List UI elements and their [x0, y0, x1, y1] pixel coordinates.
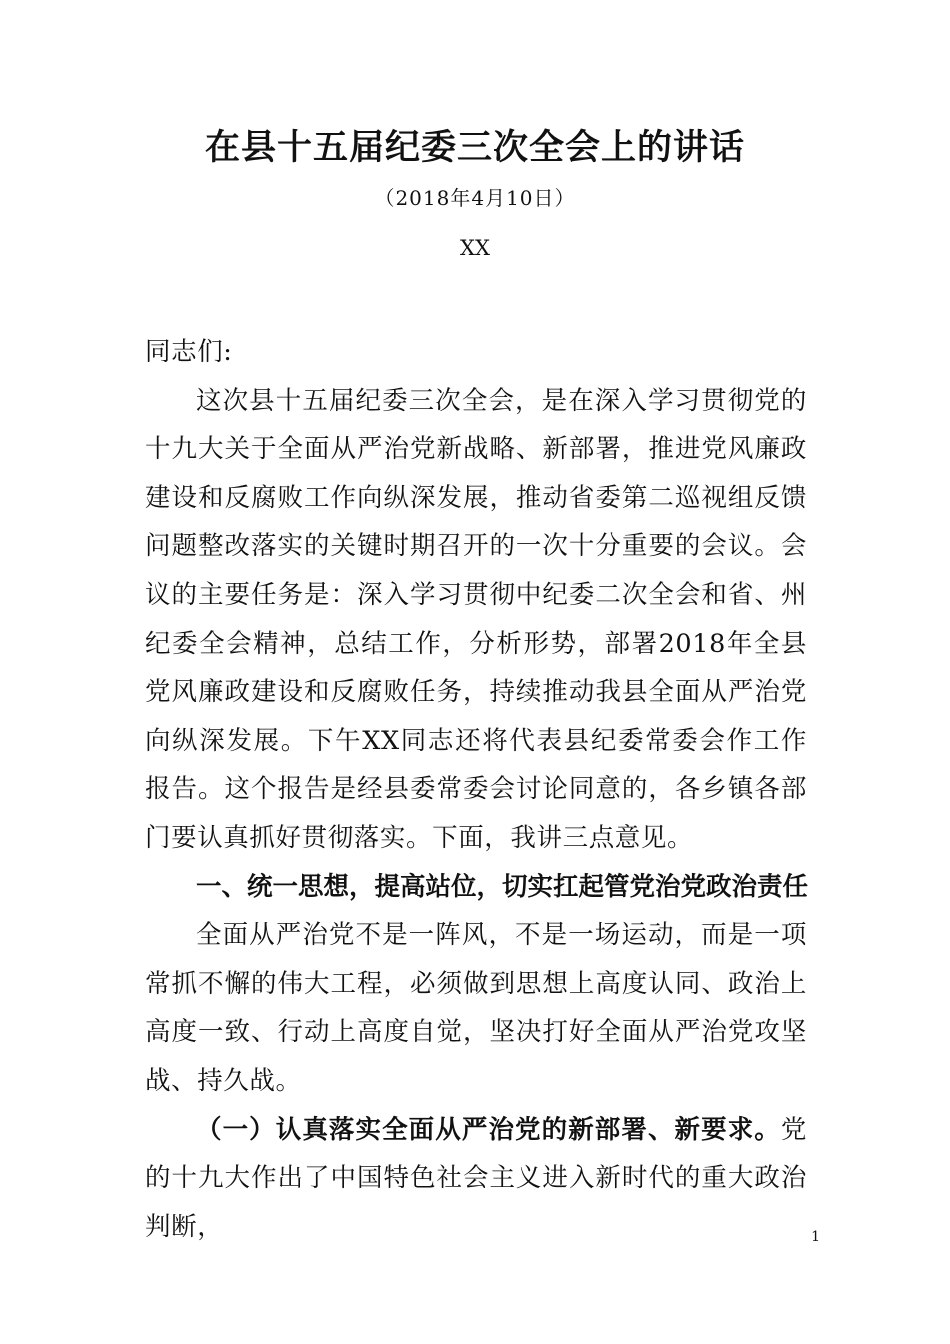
- paragraph-text: 党的十九大作出了中国特色社会主义进入新时代的重大政治判断，: [145, 1114, 807, 1242]
- document-author: XX: [460, 236, 490, 260]
- subsection-heading: （一）认真落实全面从严治党的新部署、新要求。: [196, 1114, 781, 1145]
- document-body: [145, 328, 807, 1251]
- section-heading: 一、统一思想，提高站位，切实扛起管党治党政治责任: [196, 871, 809, 902]
- document-title: 在县十五届纪委三次全会上的讲话: [204, 127, 745, 168]
- document-date: （2018年4月10日）: [374, 186, 576, 210]
- salutation: 同志们:: [145, 337, 233, 367]
- body-paragraph: 全面从严治党不是一阵风，不是一场运动，而是一项常抓不懈的伟大工程，必须做到思想上高度认同、政治上高度一致、行动上高度自觉，坚决打好全面从严治党攻坚战、持久战。: [145, 920, 807, 1096]
- body-paragraph: 这次县十五届纪委三次全会，是在深入学习贯彻党的十九大关于全面从严治党新战略、新部署，推进党风廉政建设和反腐败工作向纵深发展，推动省委第二巡视组反馈问题整改落实的关键时期召开的一次十分重要的会议。会议的主要任务是：深入学习贯彻中纪委二次全会和省、州纪委全会精神，总结工作，分析形势，部署2018年全县党风廉政建设和反腐败任务，持续推动我县全面从严治党向纵深发展。下午XX同志还将代表县纪委常委会作工作报告。这个报告是经县委常委会讨论同意的，各乡镇各部门要认真抓好贯彻落实。下面，我讲三点意见。: [145, 385, 807, 853]
- body-paragraph: [145, 1106, 807, 1252]
- page-number: 1: [811, 1229, 820, 1245]
